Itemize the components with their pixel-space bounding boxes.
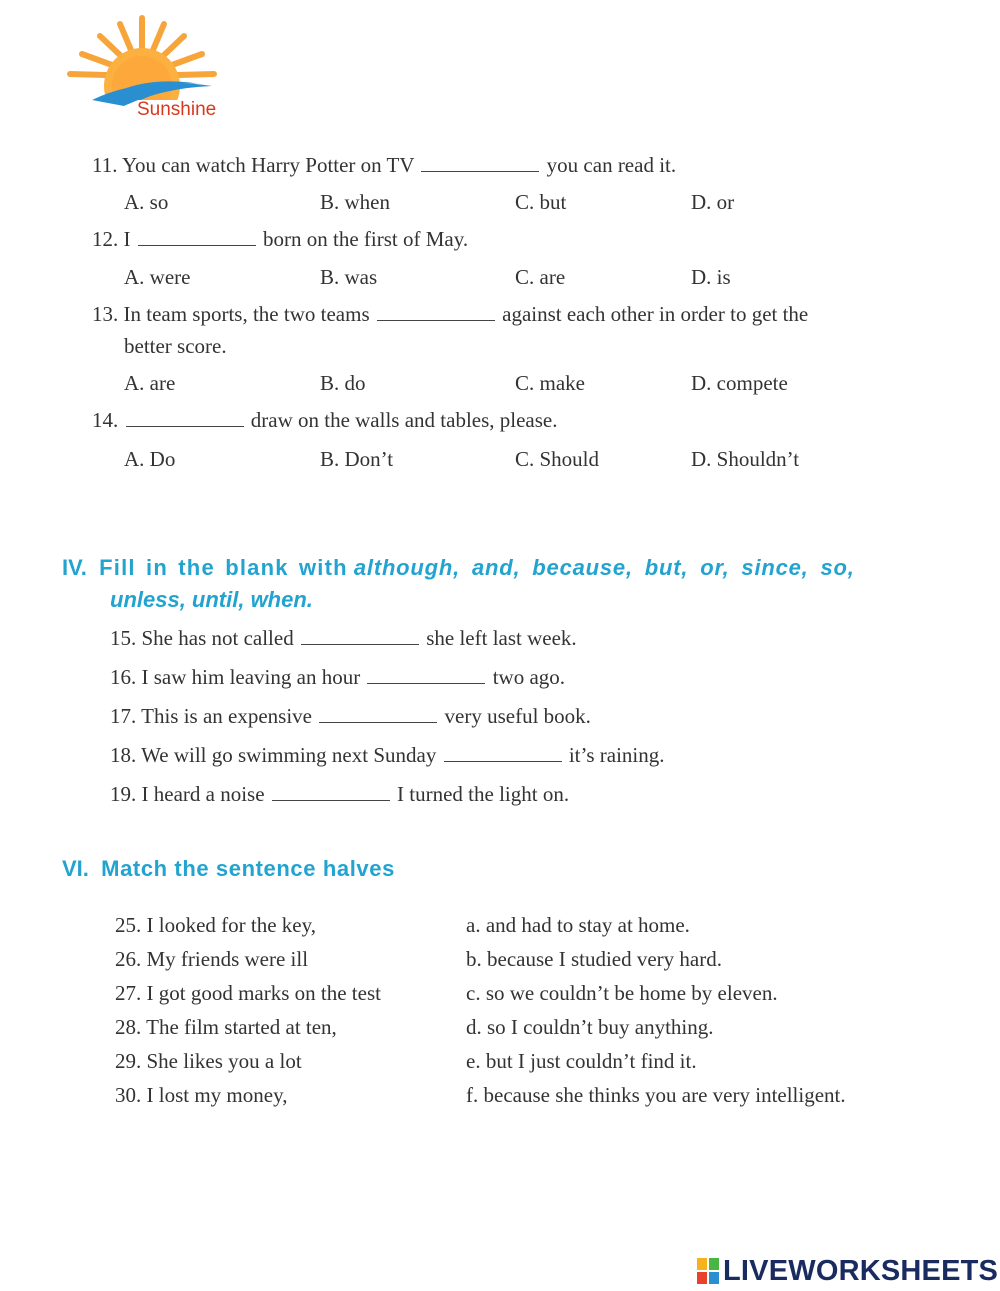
answer-blank[interactable]	[377, 302, 495, 321]
liveworksheets-brand	[697, 1254, 998, 1288]
answer-blank[interactable]	[421, 153, 539, 172]
option-a[interactable]: A. Do	[124, 447, 176, 471]
question-text: draw on the walls and tables, please.	[250, 408, 558, 432]
section-word-list: unless, until, when.	[110, 587, 313, 612]
option-d[interactable]: D. compete	[691, 371, 788, 395]
answer-blank[interactable]	[367, 665, 485, 684]
section-word-list: although, and, because, but, or, since, so,	[353, 555, 855, 580]
option-d[interactable]: D. or	[691, 190, 735, 214]
fill-question-17	[110, 703, 591, 729]
liveworksheets-logo-icon	[697, 1258, 719, 1284]
question-text: you can read it.	[546, 153, 677, 177]
match-right-item[interactable]: b. because I studied very hard.	[466, 947, 722, 971]
option-b[interactable]: B. Don’t	[320, 447, 394, 471]
answer-blank[interactable]	[138, 227, 256, 246]
fill-question-19	[110, 781, 569, 807]
fill-question-15	[110, 625, 577, 651]
match-left-item[interactable]: 25. I looked for the key,	[115, 913, 316, 937]
section-prefix: VI.	[62, 856, 89, 881]
question-text: 19. I heard a noise	[110, 782, 265, 806]
answer-blank[interactable]	[272, 782, 390, 801]
question-text: she left last week.	[426, 626, 577, 650]
match-right-item[interactable]: e. but I just couldn’t find it.	[466, 1049, 697, 1073]
option-c[interactable]: C. are	[515, 265, 566, 289]
answer-blank[interactable]	[126, 408, 244, 427]
match-right-item[interactable]: c. so we couldn’t be home by eleven.	[466, 981, 778, 1005]
match-left-item[interactable]: 27. I got good marks on the test	[115, 981, 381, 1005]
question-text: very useful book.	[444, 704, 591, 728]
question-text: 18. We will go swimming next Sunday	[110, 743, 437, 767]
question-text: born on the first of May.	[263, 227, 469, 251]
option-c[interactable]: C. make	[515, 371, 585, 395]
question-text: two ago.	[492, 665, 566, 689]
match-right-item[interactable]: d. so I couldn’t buy anything.	[466, 1015, 714, 1039]
question-text: 17. This is an expensive	[110, 704, 313, 728]
question-text: 16. I saw him leaving an hour	[110, 665, 361, 689]
section-title: Match the sentence halves	[101, 856, 395, 881]
question-text: 15. She has not called	[110, 626, 294, 650]
answer-blank[interactable]	[444, 743, 562, 762]
question-text: it’s raining.	[568, 743, 665, 767]
option-a[interactable]: A. so	[124, 190, 169, 214]
fill-question-16	[110, 664, 565, 690]
question-text: 12. I	[92, 227, 131, 251]
section-4-heading	[62, 552, 855, 584]
question-text: against each other in order to get the	[502, 302, 809, 326]
match-right-item[interactable]: a. and had to stay at home.	[466, 913, 690, 937]
option-b[interactable]: B. when	[320, 190, 390, 214]
section-6-heading	[62, 853, 395, 885]
match-left-item[interactable]: 26. My friends were ill	[115, 947, 309, 971]
fill-question-18	[110, 742, 665, 768]
option-a[interactable]: A. are	[124, 371, 176, 395]
section-4-heading-cont	[110, 584, 313, 616]
question-continuation: better score.	[124, 334, 227, 358]
option-c[interactable]: C. but	[515, 190, 567, 214]
match-left-item[interactable]: 29. She likes you a lot	[115, 1049, 302, 1073]
question-text: 14.	[92, 408, 119, 432]
match-right-item[interactable]: f. because she thinks you are very intelligent.	[466, 1083, 846, 1107]
answer-blank[interactable]	[301, 626, 419, 645]
question-text: I turned the light on.	[397, 782, 570, 806]
option-c[interactable]: C. Should	[515, 447, 600, 471]
question-text: 13. In team sports, the two teams	[92, 302, 370, 326]
option-b[interactable]: B. was	[320, 265, 378, 289]
match-left-item[interactable]: 28. The film started at ten,	[115, 1015, 337, 1039]
match-left-item[interactable]: 30. I lost my money,	[115, 1083, 288, 1107]
option-d[interactable]: D. Shouldn’t	[691, 447, 800, 471]
option-a[interactable]: A. were	[124, 265, 191, 289]
answer-blank[interactable]	[319, 704, 437, 723]
brand-text: LIVEWORKSHEETS	[723, 1254, 999, 1287]
option-d[interactable]: D. is	[691, 265, 731, 289]
question-text: 11. You can watch Harry Potter on TV	[92, 153, 415, 177]
section-prefix: IV.	[62, 555, 87, 580]
section-lead: Fill in the blank with	[99, 555, 348, 580]
logo-text: Sunshine	[137, 99, 217, 120]
option-b[interactable]: B. do	[320, 371, 366, 395]
